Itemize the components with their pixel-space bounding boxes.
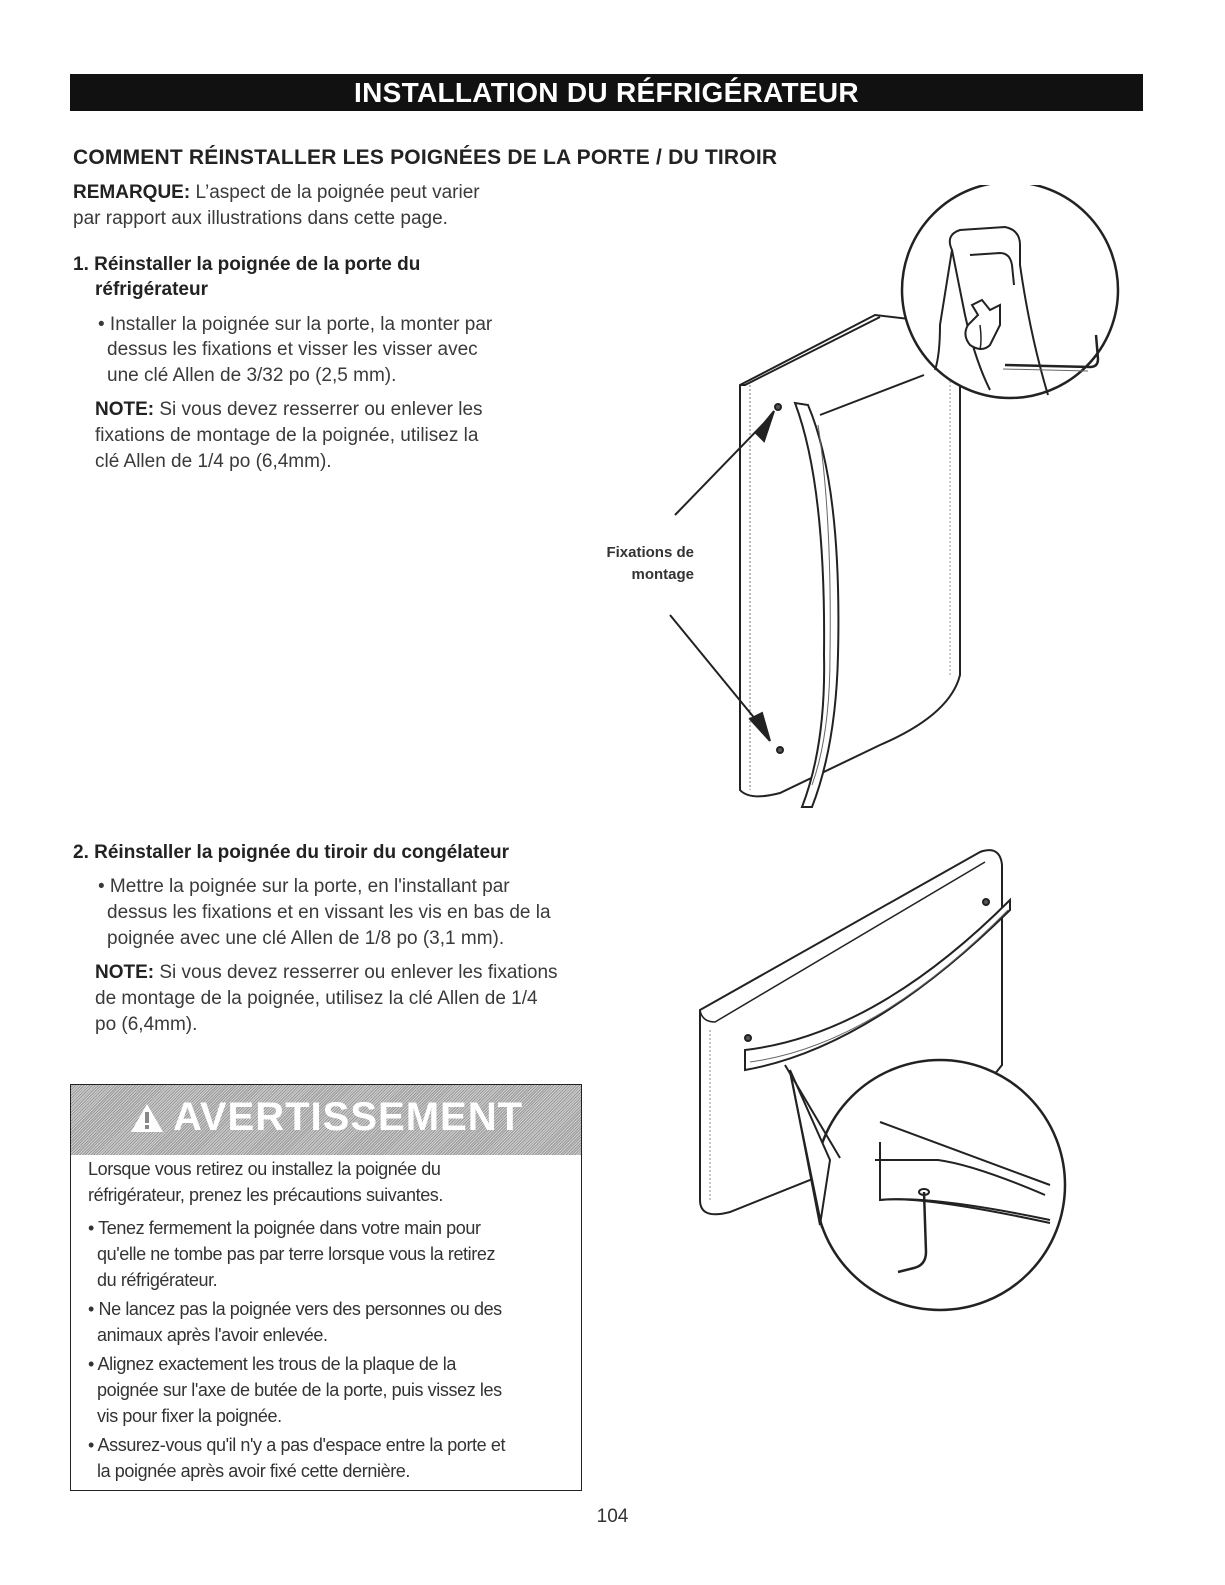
warning-line-11: • Assurez-vous qu'il n'y a pas d'espace entre la porte et bbox=[88, 1435, 506, 1455]
figure1-label-line-1: Fixations de bbox=[606, 544, 694, 561]
warning-line-5: du réfrigérateur. bbox=[97, 1270, 218, 1290]
warning-line-4: qu'elle ne tombe pas par terre lorsque vous la retirez bbox=[97, 1244, 496, 1264]
figure1-label-line-2: montage bbox=[631, 566, 694, 583]
remark-line-2: par rapport aux illustrations dans cette page. bbox=[73, 208, 448, 229]
step1-note-line-1 bbox=[95, 397, 483, 423]
step1-note-line-3: clé Allen de 1/4 po (6,4mm). bbox=[95, 451, 332, 472]
door-handle-illustration bbox=[580, 185, 1125, 810]
step1-bullet-line-2: dessus les fixations et visser les visser avec bbox=[107, 339, 478, 360]
step1-bullet-line-1: • Installer la poignée sur la porte, la monter par bbox=[98, 314, 493, 335]
drawer-handle-illustration bbox=[690, 840, 1130, 1320]
remark-line-1 bbox=[73, 180, 480, 206]
step1-note-line-2: fixations de montage de la poignée, utilisez la bbox=[95, 425, 479, 446]
remark-label: REMARQUE: bbox=[73, 182, 191, 203]
step2-note-text-1: Si vous devez resserrer ou enlever les fixations bbox=[154, 962, 558, 983]
warning-line-2: réfrigérateur, prenez les précautions suivantes. bbox=[88, 1185, 444, 1205]
warning-triangle-icon bbox=[129, 1102, 165, 1134]
step1-title-line-2: réfrigérateur bbox=[95, 279, 208, 300]
remark-text-1: L’aspect de la poignée peut varier bbox=[190, 182, 480, 203]
warning-line-7: animaux après l'avoir enlevée. bbox=[97, 1325, 328, 1345]
warning-header bbox=[71, 1085, 581, 1155]
warning-line-6: • Ne lancez pas la poignée vers des personnes ou des bbox=[88, 1299, 502, 1319]
warning-box bbox=[70, 1084, 582, 1491]
page-header: INSTALLATION DU RÉFRIGÉRATEUR bbox=[70, 74, 1143, 111]
step2-note-label: NOTE: bbox=[95, 962, 155, 983]
warning-line-12: la poignée après avoir fixé cette dernière. bbox=[97, 1461, 410, 1481]
step2-bullet-line-1: • Mettre la poignée sur la porte, en l'installant par bbox=[98, 876, 510, 897]
warning-title bbox=[71, 1095, 581, 1140]
step1-note-label: NOTE: bbox=[95, 399, 155, 420]
warning-line-8: • Alignez exactement les trous de la plaque de la bbox=[88, 1354, 456, 1374]
step2-bullet-line-3: poignée avec une clé Allen de 1/8 po (3,1 mm). bbox=[107, 928, 505, 949]
step2-note-line-1 bbox=[95, 960, 558, 986]
warning-line-10: vis pour fixer la poignée. bbox=[97, 1406, 282, 1426]
warning-line-1: Lorsque vous retirez ou installez la poignée du bbox=[88, 1159, 441, 1179]
warning-line-9: poignée sur l'axe de butée de la porte, puis vissez les bbox=[97, 1380, 502, 1400]
step2-note-line-2: de montage de la poignée, utilisez la clé Allen de 1/4 bbox=[95, 988, 538, 1009]
step1-bullet-line-3: une clé Allen de 3/32 po (2,5 mm). bbox=[107, 365, 397, 386]
step1-title-line-1: 1. Réinstaller la poignée de la porte du bbox=[73, 254, 421, 275]
page-number: 104 bbox=[596, 1506, 629, 1527]
warning-line-3: • Tenez fermement la poignée dans votre main pour bbox=[88, 1218, 481, 1238]
warning-title-text: AVERTISSEMENT bbox=[172, 1095, 524, 1139]
step2-note-line-3: po (6,4mm). bbox=[95, 1014, 198, 1035]
step2-title: 2. Réinstaller la poignée du tiroir du congélateur bbox=[73, 842, 510, 863]
section-title: COMMENT RÉINSTALLER LES POIGNÉES DE LA PORTE / DU TIROIR bbox=[73, 146, 778, 169]
step2-bullet-line-2: dessus les fixations et en vissant les vis en bas de la bbox=[107, 902, 551, 923]
step1-note-text-1: Si vous devez resserrer ou enlever les bbox=[154, 399, 483, 420]
